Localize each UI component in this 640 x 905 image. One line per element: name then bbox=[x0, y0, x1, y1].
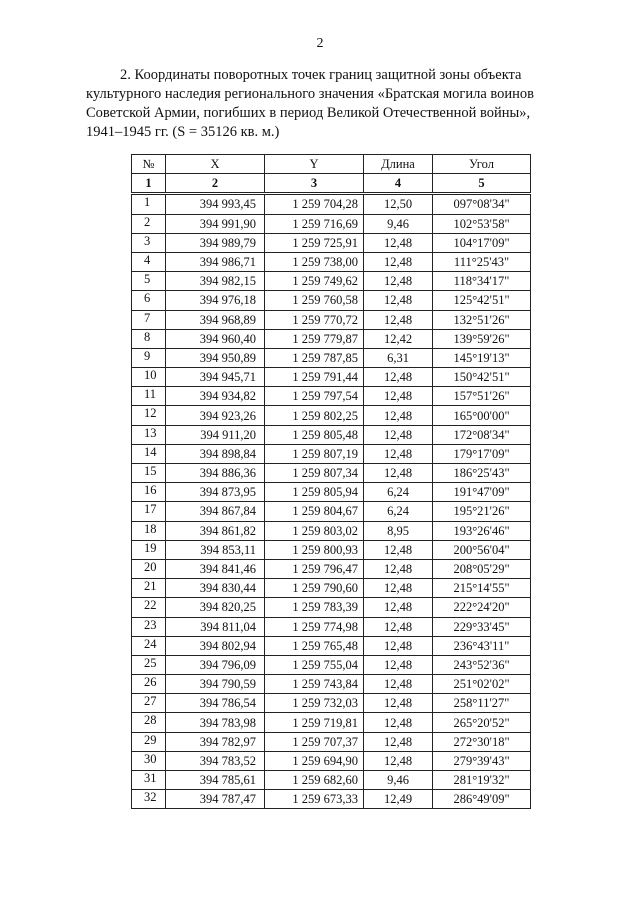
y-coordinate-cell: 1 259 760,58 bbox=[265, 291, 364, 310]
angle-cell: 191°47'09" bbox=[433, 483, 531, 502]
y-coordinate-cell: 1 259 749,62 bbox=[265, 272, 364, 291]
angle-cell: 125°42'51" bbox=[433, 291, 531, 310]
y-coordinate-cell: 1 259 719,81 bbox=[265, 713, 364, 732]
y-coordinate-cell: 1 259 716,69 bbox=[265, 214, 364, 233]
y-coordinate-cell: 1 259 774,98 bbox=[265, 617, 364, 636]
angle-cell: 179°17'09" bbox=[433, 444, 531, 463]
y-coordinate-cell: 1 259 673,33 bbox=[265, 790, 364, 809]
length-cell: 12,48 bbox=[364, 694, 433, 713]
column-index: 3 bbox=[265, 174, 364, 194]
x-coordinate-cell: 394 923,26 bbox=[166, 406, 265, 425]
length-cell: 12,48 bbox=[364, 675, 433, 694]
point-number-cell: 20 bbox=[132, 559, 166, 578]
length-cell: 9,46 bbox=[364, 771, 433, 790]
table-row bbox=[132, 732, 531, 751]
y-coordinate-cell: 1 259 800,93 bbox=[265, 540, 364, 559]
table-row bbox=[132, 655, 531, 674]
y-coordinate-cell: 1 259 765,48 bbox=[265, 636, 364, 655]
x-coordinate-cell: 394 968,89 bbox=[166, 310, 265, 329]
angle-cell: 222°24'20" bbox=[433, 598, 531, 617]
length-cell: 12,48 bbox=[364, 444, 433, 463]
x-coordinate-cell: 394 950,89 bbox=[166, 348, 265, 367]
x-coordinate-cell: 394 841,46 bbox=[166, 559, 265, 578]
point-number-cell: 10 bbox=[132, 368, 166, 387]
table-header-row bbox=[132, 155, 531, 174]
angle-cell: 165°00'00" bbox=[433, 406, 531, 425]
y-coordinate-cell: 1 259 770,72 bbox=[265, 310, 364, 329]
x-coordinate-cell: 394 783,52 bbox=[166, 751, 265, 770]
angle-cell: 111°25'43" bbox=[433, 252, 531, 271]
point-number-cell: 13 bbox=[132, 425, 166, 444]
length-cell: 12,48 bbox=[364, 291, 433, 310]
length-cell: 12,48 bbox=[364, 540, 433, 559]
length-cell: 12,48 bbox=[364, 233, 433, 252]
x-coordinate-cell: 394 960,40 bbox=[166, 329, 265, 348]
angle-cell: 097°08'34" bbox=[433, 194, 531, 214]
header-angle: Угол bbox=[433, 155, 531, 174]
table-row bbox=[132, 252, 531, 271]
angle-cell: 286°49'09" bbox=[433, 790, 531, 809]
y-coordinate-cell: 1 259 807,19 bbox=[265, 444, 364, 463]
table-row bbox=[132, 194, 531, 214]
y-coordinate-cell: 1 259 807,34 bbox=[265, 464, 364, 483]
x-coordinate-cell: 394 783,98 bbox=[166, 713, 265, 732]
x-coordinate-cell: 394 782,97 bbox=[166, 732, 265, 751]
table-row bbox=[132, 214, 531, 233]
table-row bbox=[132, 790, 531, 809]
length-cell: 12,49 bbox=[364, 790, 433, 809]
y-coordinate-cell: 1 259 783,39 bbox=[265, 598, 364, 617]
length-cell: 12,48 bbox=[364, 368, 433, 387]
table-row bbox=[132, 598, 531, 617]
table-row bbox=[132, 291, 531, 310]
header-y: Y bbox=[265, 155, 364, 174]
length-cell: 12,48 bbox=[364, 310, 433, 329]
point-number-cell: 8 bbox=[132, 329, 166, 348]
length-cell: 12,48 bbox=[364, 425, 433, 444]
column-index: 5 bbox=[433, 174, 531, 194]
point-number-cell: 5 bbox=[132, 272, 166, 291]
x-coordinate-cell: 394 830,44 bbox=[166, 579, 265, 598]
angle-cell: 251°02'02" bbox=[433, 675, 531, 694]
point-number-cell: 26 bbox=[132, 675, 166, 694]
y-coordinate-cell: 1 259 704,28 bbox=[265, 194, 364, 214]
x-coordinate-cell: 394 945,71 bbox=[166, 368, 265, 387]
table-row bbox=[132, 540, 531, 559]
point-number-cell: 1 bbox=[132, 194, 166, 214]
angle-cell: 281°19'32" bbox=[433, 771, 531, 790]
table-row bbox=[132, 348, 531, 367]
point-number-cell: 16 bbox=[132, 483, 166, 502]
length-cell: 12,48 bbox=[364, 272, 433, 291]
x-coordinate-cell: 394 796,09 bbox=[166, 655, 265, 674]
angle-cell: 208°05'29" bbox=[433, 559, 531, 578]
y-coordinate-cell: 1 259 791,44 bbox=[265, 368, 364, 387]
length-cell: 12,48 bbox=[364, 713, 433, 732]
point-number-cell: 17 bbox=[132, 502, 166, 521]
heading-line: Советской Армии, погибших в период Великой Отечественной войны», bbox=[86, 105, 531, 121]
y-coordinate-cell: 1 259 732,03 bbox=[265, 694, 364, 713]
length-cell: 12,48 bbox=[364, 387, 433, 406]
angle-cell: 215°14'55" bbox=[433, 579, 531, 598]
y-coordinate-cell: 1 259 802,25 bbox=[265, 406, 364, 425]
length-cell: 12,48 bbox=[364, 617, 433, 636]
length-cell: 12,48 bbox=[364, 559, 433, 578]
table-row bbox=[132, 694, 531, 713]
angle-cell: 139°59'26" bbox=[433, 329, 531, 348]
header-number: № bbox=[132, 155, 166, 174]
point-number-cell: 25 bbox=[132, 655, 166, 674]
column-index: 2 bbox=[166, 174, 265, 194]
length-cell: 12,48 bbox=[364, 598, 433, 617]
heading-line: 1941–1945 гг. (S = 35126 кв. м.) bbox=[86, 124, 280, 140]
x-coordinate-cell: 394 886,36 bbox=[166, 464, 265, 483]
table-row bbox=[132, 444, 531, 463]
y-coordinate-cell: 1 259 790,60 bbox=[265, 579, 364, 598]
x-coordinate-cell: 394 820,25 bbox=[166, 598, 265, 617]
point-number-cell: 31 bbox=[132, 771, 166, 790]
x-coordinate-cell: 394 989,79 bbox=[166, 233, 265, 252]
x-coordinate-cell: 394 867,84 bbox=[166, 502, 265, 521]
y-coordinate-cell: 1 259 797,54 bbox=[265, 387, 364, 406]
heading-line: культурного наследия регионального значения «Братская могила воинов bbox=[86, 86, 535, 102]
y-coordinate-cell: 1 259 779,87 bbox=[265, 329, 364, 348]
angle-cell: 258°11'27" bbox=[433, 694, 531, 713]
angle-cell: 102°53'58" bbox=[433, 214, 531, 233]
point-number-cell: 12 bbox=[132, 406, 166, 425]
header-length: Длина bbox=[364, 155, 433, 174]
x-coordinate-cell: 394 787,47 bbox=[166, 790, 265, 809]
table-row bbox=[132, 636, 531, 655]
point-number-cell: 9 bbox=[132, 348, 166, 367]
column-index: 4 bbox=[364, 174, 433, 194]
point-number-cell: 18 bbox=[132, 521, 166, 540]
table-row bbox=[132, 579, 531, 598]
table-row bbox=[132, 675, 531, 694]
table-row bbox=[132, 329, 531, 348]
angle-cell: 229°33'45" bbox=[433, 617, 531, 636]
angle-cell: 145°19'13" bbox=[433, 348, 531, 367]
y-coordinate-cell: 1 259 805,48 bbox=[265, 425, 364, 444]
table-row bbox=[132, 771, 531, 790]
x-coordinate-cell: 394 790,59 bbox=[166, 675, 265, 694]
x-coordinate-cell: 394 934,82 bbox=[166, 387, 265, 406]
length-cell: 12,48 bbox=[364, 636, 433, 655]
y-coordinate-cell: 1 259 725,91 bbox=[265, 233, 364, 252]
point-number-cell: 11 bbox=[132, 387, 166, 406]
y-coordinate-cell: 1 259 694,90 bbox=[265, 751, 364, 770]
table-row bbox=[132, 502, 531, 521]
angle-cell: 236°43'11" bbox=[433, 636, 531, 655]
x-coordinate-cell: 394 786,54 bbox=[166, 694, 265, 713]
point-number-cell: 32 bbox=[132, 790, 166, 809]
length-cell: 8,95 bbox=[364, 521, 433, 540]
table-row bbox=[132, 272, 531, 291]
y-coordinate-cell: 1 259 804,67 bbox=[265, 502, 364, 521]
y-coordinate-cell: 1 259 743,84 bbox=[265, 675, 364, 694]
length-cell: 9,46 bbox=[364, 214, 433, 233]
x-coordinate-cell: 394 993,45 bbox=[166, 194, 265, 214]
point-number-cell: 28 bbox=[132, 713, 166, 732]
point-number-cell: 23 bbox=[132, 617, 166, 636]
length-cell: 12,48 bbox=[364, 252, 433, 271]
angle-cell: 104°17'09" bbox=[433, 233, 531, 252]
table-row bbox=[132, 368, 531, 387]
x-coordinate-cell: 394 991,90 bbox=[166, 214, 265, 233]
y-coordinate-cell: 1 259 755,04 bbox=[265, 655, 364, 674]
angle-cell: 186°25'43" bbox=[433, 464, 531, 483]
x-coordinate-cell: 394 986,71 bbox=[166, 252, 265, 271]
length-cell: 12,48 bbox=[364, 464, 433, 483]
table-row bbox=[132, 521, 531, 540]
heading-line: 2. Координаты поворотных точек границ защитной зоны объекта bbox=[120, 67, 522, 83]
point-number-cell: 14 bbox=[132, 444, 166, 463]
angle-cell: 279°39'43" bbox=[433, 751, 531, 770]
angle-cell: 200°56'04" bbox=[433, 540, 531, 559]
point-number-cell: 2 bbox=[132, 214, 166, 233]
y-coordinate-cell: 1 259 738,00 bbox=[265, 252, 364, 271]
length-cell: 12,48 bbox=[364, 732, 433, 751]
table-row bbox=[132, 425, 531, 444]
x-coordinate-cell: 394 982,15 bbox=[166, 272, 265, 291]
table-row bbox=[132, 406, 531, 425]
table-row bbox=[132, 559, 531, 578]
table-body bbox=[132, 194, 531, 809]
point-number-cell: 27 bbox=[132, 694, 166, 713]
table-row bbox=[132, 617, 531, 636]
x-coordinate-cell: 394 861,82 bbox=[166, 521, 265, 540]
y-coordinate-cell: 1 259 796,47 bbox=[265, 559, 364, 578]
table-row bbox=[132, 751, 531, 770]
angle-cell: 118°34'17" bbox=[433, 272, 531, 291]
x-coordinate-cell: 394 898,84 bbox=[166, 444, 265, 463]
table-row bbox=[132, 464, 531, 483]
point-number-cell: 29 bbox=[132, 732, 166, 751]
angle-cell: 193°26'46" bbox=[433, 521, 531, 540]
x-coordinate-cell: 394 811,04 bbox=[166, 617, 265, 636]
x-coordinate-cell: 394 853,11 bbox=[166, 540, 265, 559]
point-number-cell: 6 bbox=[132, 291, 166, 310]
table-row bbox=[132, 387, 531, 406]
x-coordinate-cell: 394 785,61 bbox=[166, 771, 265, 790]
length-cell: 12,48 bbox=[364, 751, 433, 770]
length-cell: 12,50 bbox=[364, 194, 433, 214]
angle-cell: 272°30'18" bbox=[433, 732, 531, 751]
y-coordinate-cell: 1 259 682,60 bbox=[265, 771, 364, 790]
length-cell: 12,48 bbox=[364, 579, 433, 598]
table-row bbox=[132, 310, 531, 329]
angle-cell: 172°08'34" bbox=[433, 425, 531, 444]
point-number-cell: 30 bbox=[132, 751, 166, 770]
point-number-cell: 4 bbox=[132, 252, 166, 271]
coordinates-table bbox=[131, 154, 531, 809]
point-number-cell: 19 bbox=[132, 540, 166, 559]
angle-cell: 157°51'26" bbox=[433, 387, 531, 406]
point-number-cell: 21 bbox=[132, 579, 166, 598]
length-cell: 12,48 bbox=[364, 406, 433, 425]
x-coordinate-cell: 394 976,18 bbox=[166, 291, 265, 310]
y-coordinate-cell: 1 259 805,94 bbox=[265, 483, 364, 502]
length-cell: 6,24 bbox=[364, 483, 433, 502]
angle-cell: 132°51'26" bbox=[433, 310, 531, 329]
point-number-cell: 15 bbox=[132, 464, 166, 483]
point-number-cell: 7 bbox=[132, 310, 166, 329]
length-cell: 12,48 bbox=[364, 655, 433, 674]
table-row bbox=[132, 483, 531, 502]
angle-cell: 150°42'51" bbox=[433, 368, 531, 387]
x-coordinate-cell: 394 873,95 bbox=[166, 483, 265, 502]
length-cell: 12,42 bbox=[364, 329, 433, 348]
section-heading bbox=[86, 66, 586, 142]
point-number-cell: 3 bbox=[132, 233, 166, 252]
table-row bbox=[132, 713, 531, 732]
page-number: 2 bbox=[316, 36, 324, 51]
angle-cell: 243°52'36" bbox=[433, 655, 531, 674]
x-coordinate-cell: 394 911,20 bbox=[166, 425, 265, 444]
x-coordinate-cell: 394 802,94 bbox=[166, 636, 265, 655]
column-index: 1 bbox=[132, 174, 166, 194]
angle-cell: 195°21'26" bbox=[433, 502, 531, 521]
point-number-cell: 24 bbox=[132, 636, 166, 655]
angle-cell: 265°20'52" bbox=[433, 713, 531, 732]
column-index-row bbox=[132, 174, 531, 194]
length-cell: 6,31 bbox=[364, 348, 433, 367]
point-number-cell: 22 bbox=[132, 598, 166, 617]
length-cell: 6,24 bbox=[364, 502, 433, 521]
y-coordinate-cell: 1 259 787,85 bbox=[265, 348, 364, 367]
header-x: X bbox=[166, 155, 265, 174]
table-row bbox=[132, 233, 531, 252]
y-coordinate-cell: 1 259 803,02 bbox=[265, 521, 364, 540]
y-coordinate-cell: 1 259 707,37 bbox=[265, 732, 364, 751]
